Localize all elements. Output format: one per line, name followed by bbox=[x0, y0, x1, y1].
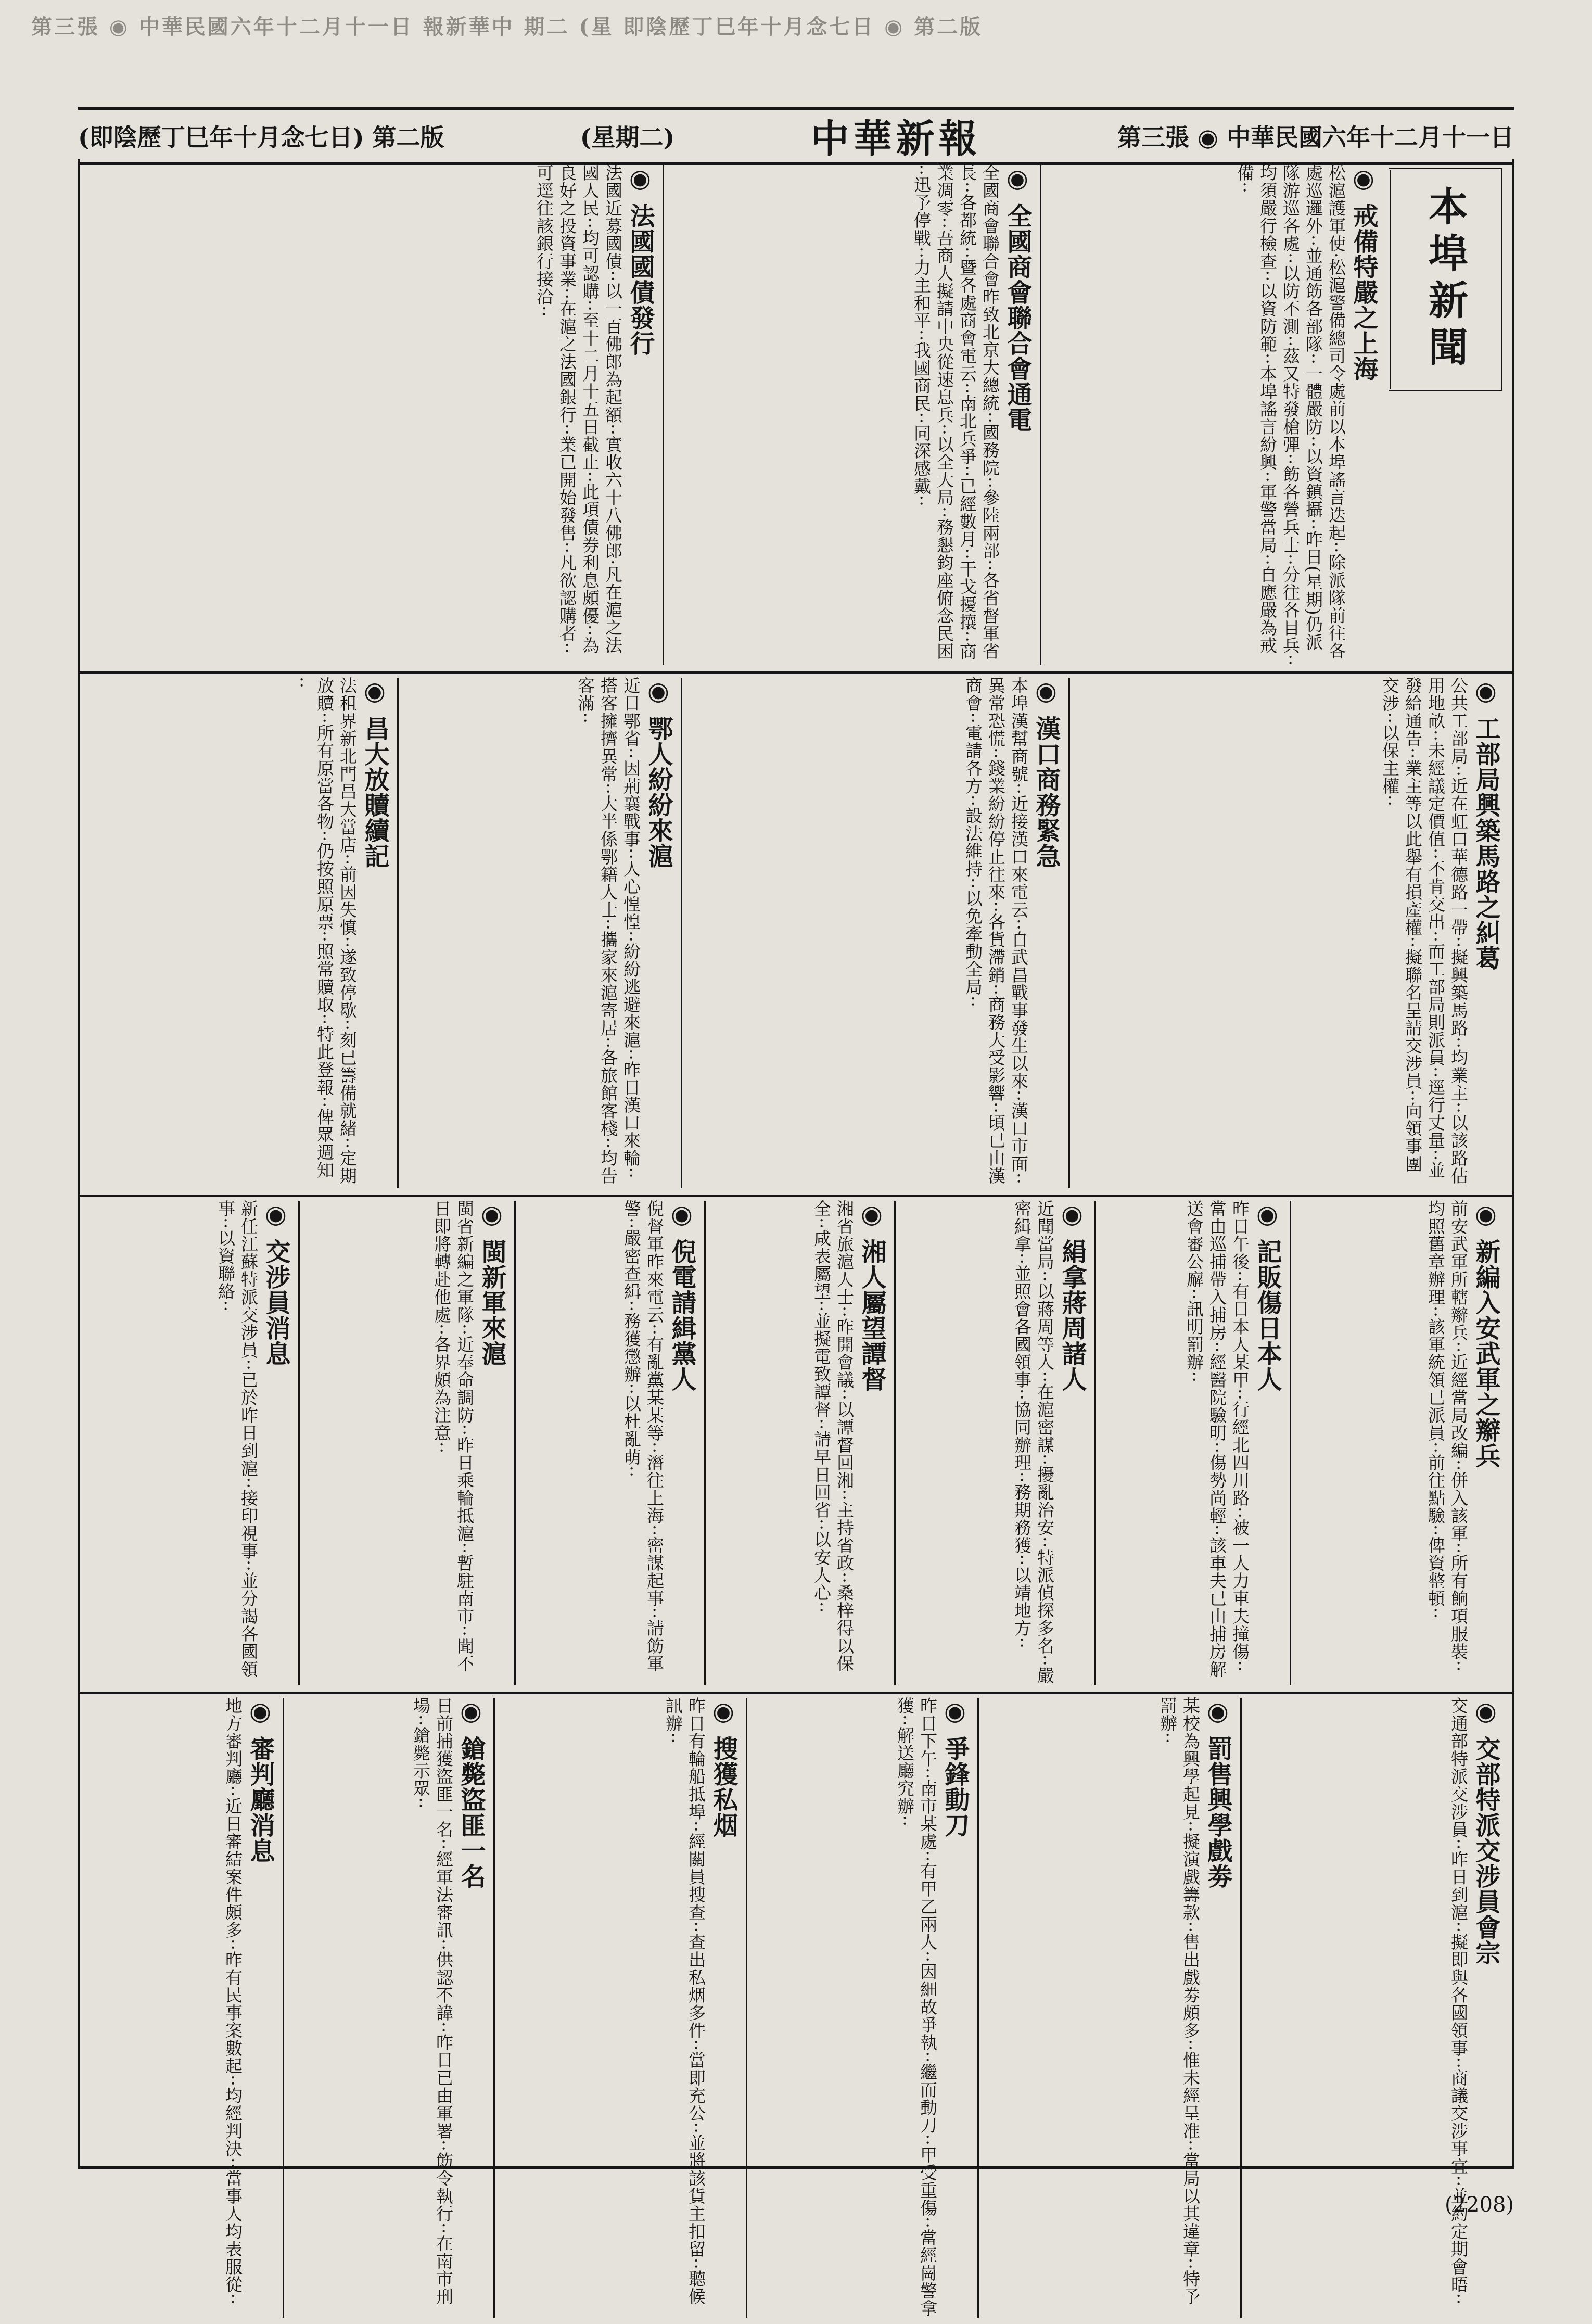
article-b1-2 bbox=[89, 164, 656, 666]
article-body: 全國商會聯合會昨致北京大總統··國務院··參陸兩部··各省督軍省長··各都統··暨各處商會電云··南北兵爭··已經數月··干戈擾攘··商業凋零··吾商人擬請中央從速息兵··以全大局··務懇鈞座俯念民困··迅予停戰··力主和平··我國商民··同深感戴·· bbox=[911, 164, 1000, 661]
article-headline: ◉ 閩新軍來滬 bbox=[477, 1200, 506, 1366]
article-body: 新任江蘇特派交涉員··已於昨日到滬··接印視事··並分謁各國領事··以資聯絡·· bbox=[215, 1200, 259, 1678]
column-divider bbox=[1068, 678, 1070, 1188]
article-body: 近聞當局··以蔣周等人··在滬密謀··擾亂治安··特派偵探多名··嚴密緝拿··並照會各國領事··協同辦理··務期務獲··以靖地方·· bbox=[1012, 1200, 1055, 1684]
article-body: 法國近募國債··以一百佛郎為起額··實收六十八佛郎·凡在滬之法國人民··均可認購··至十二月十五日截止··此項債券利息頗優··為良好之投資事業··在滬之法國銀行··業已開始發售··凡欲認購者··可逕往該銀行接洽·· bbox=[534, 164, 623, 654]
weekday: (星期二) bbox=[580, 123, 675, 151]
article-b3-6 bbox=[86, 1200, 292, 1686]
article-body: 日前捕獲盜匪一名··經軍法審訊··供認不諱··昨日已由軍署··飭令執行··在南市刑場··鎗斃示眾·· bbox=[411, 1697, 454, 2305]
column-divider bbox=[514, 1201, 516, 1685]
article-headline: ◉ 罰售興學戲劵 bbox=[1203, 1697, 1232, 1889]
article-headline: ◉ 新編入安武軍之辮兵 bbox=[1471, 1200, 1500, 1468]
bleed-through-text: 第三張 ◉ 中華民國六年十二月十一日 報新華中 期二 (星 即陰歷丁巳年十月念七日 ◉ 第二版 bbox=[31, 15, 983, 39]
column-divider bbox=[298, 1201, 300, 1685]
article-b3-3 bbox=[711, 1200, 888, 1686]
article-headline: ◉ 鎗斃盜匪一名 bbox=[456, 1697, 486, 1889]
article-headline: ◉ 審判廳消息 bbox=[246, 1697, 275, 1863]
article-body: 近日鄂省··因荊襄戰事··人心惶惶··紛紛逃避來滬··昨日漢口來輪··搭客擁擠異常··大半係鄂籍人士··攜家來滬寄居··各旅館客棧··均告客滿·· bbox=[575, 677, 641, 1185]
article-headline: ◉ 全國商會聯合會通電 bbox=[1003, 164, 1032, 433]
article-headline: ◉ 交涉員消息 bbox=[261, 1200, 290, 1366]
article-b4-0 bbox=[1247, 1697, 1502, 2319]
column-divider bbox=[746, 1698, 747, 2318]
band-3 bbox=[80, 1195, 1512, 1694]
article-b3-2 bbox=[901, 1200, 1088, 1686]
article-b2-2 bbox=[404, 677, 674, 1189]
article-body: 昨日午後··有日本人某甲··行經北四川路··被一人力車夫撞傷··當由巡捕帶入捕房··經醫院驗明··傷勢尚輕··該車夫已由捕房解送會審公廨··訊明罰辦·· bbox=[1184, 1200, 1250, 1678]
band-2 bbox=[80, 671, 1512, 1197]
article-b4-1 bbox=[984, 1697, 1234, 2319]
column-divider bbox=[894, 1201, 896, 1685]
article-b2-0 bbox=[1075, 677, 1502, 1189]
article-body: 地方審判廳··近日審結案件頗多··昨有民事案數起··均經判決··當事人均表服從·· bbox=[223, 1697, 243, 2305]
column-divider bbox=[397, 678, 399, 1188]
article-body: 昨日下午··南市某處··有甲乙兩人··因細故爭執··繼而動刀··甲受重傷··當經崗警拿獲··解送廳究辦·· bbox=[895, 1697, 938, 2317]
article-b4-2 bbox=[753, 1697, 971, 2319]
edition-date-right: 第三張 ◉ 中華民國六年十二月十一日 bbox=[1117, 123, 1514, 151]
column-divider bbox=[663, 165, 664, 665]
article-b3-5 bbox=[305, 1200, 508, 1686]
article-body: 湘省旅滬人士··昨開會議··以譚督回湘··主持省政··桑梓得以保全··咸表屬望··並擬電致譚督··請早日回省··以安人心·· bbox=[811, 1200, 855, 1672]
column-divider bbox=[493, 1698, 495, 2318]
article-headline: ◉ 倪電請緝黨人 bbox=[667, 1200, 696, 1392]
article-body: 本埠漢幫商號··近接漢口來電云··自武昌戰事發生以來··漢口市面··異常恐慌··錢業紛紛停止往來··各貨滯銷··商務大受影響··頃已由漢商會··電請各方··設法維持··以免牽動全局·· bbox=[963, 677, 1029, 1185]
article-body: 前安武軍所轄辮兵··近經當局改編··併入該軍··所有餉項服裝··均照舊章辦理··該軍統領已派員··前往點驗··俾資整頓·· bbox=[1425, 1200, 1469, 1672]
article-headline: ◉ 工部局興築馬路之糾葛 bbox=[1471, 677, 1500, 971]
column-divider bbox=[1094, 1201, 1096, 1685]
article-headline: ◉ 昌大放贖續記 bbox=[360, 677, 389, 869]
article-headline: ◉ 鄂人紛紛來滬 bbox=[644, 677, 673, 869]
column-divider bbox=[1240, 1698, 1242, 2318]
article-b4-5 bbox=[86, 1697, 276, 2319]
article-headline: ◉ 法國國債發行 bbox=[626, 164, 655, 356]
article-body: 昨日有輪船抵埠··經關員搜查··查出私烟多件··當即充公··並將該貨主扣留··聽候訊辦·· bbox=[663, 1697, 706, 2305]
article-headline: ◉ 爭鋒動刀 bbox=[940, 1697, 970, 1838]
article-b4-4 bbox=[289, 1697, 487, 2319]
band-1 bbox=[80, 159, 1512, 674]
article-b2-1 bbox=[687, 677, 1062, 1189]
article-body: 公共工部局··近在虹口華德路一帶··擬興築馬路··均業主··以該路佔用地畝··未經議定價值··不肯交出··而工部局則派員··逕行丈量··並發給通告··業主等以此舉有損產權··擬聯名呈請交涉員··向領事團交涉··以保主權·· bbox=[1380, 677, 1469, 1185]
masthead bbox=[78, 107, 1514, 165]
article-body: 倪督軍昨來電云··有亂黨某某等··潛往上海··密謀起事··請飭軍警··嚴密查緝··務獲懲辦··以杜亂萌·· bbox=[621, 1200, 665, 1672]
column-divider bbox=[1290, 1201, 1291, 1685]
article-body: 交通部特派交涉員··昨日到滬··擬即與各國領事··商議交涉事宜··並約定期會晤·· bbox=[1448, 1697, 1469, 2305]
article-headline: ◉ 記販傷日本人 bbox=[1253, 1200, 1282, 1392]
column-divider bbox=[977, 1698, 979, 2318]
article-headline: ◉ 湘人屬望譚督 bbox=[857, 1200, 886, 1392]
article-headline: ◉ 戒備特嚴之上海 bbox=[1349, 164, 1378, 382]
band-4 bbox=[80, 1692, 1512, 2324]
article-headline: ◉ 搜獲私烟 bbox=[709, 1697, 738, 1838]
article-b2-3 bbox=[86, 677, 391, 1189]
article-headline: ◉ 漢口商務緊急 bbox=[1031, 677, 1061, 869]
article-b1-0 bbox=[1047, 164, 1380, 666]
article-b3-4 bbox=[521, 1200, 698, 1686]
section-label: 本埠新聞 bbox=[1389, 168, 1502, 391]
article-body: 法租界新北門昌大當店··前因失慎··遂致停歇··刻已籌備就緒··定期放贖··所有原當各物··仍按照原票··照常贖取··特此登報··俾眾週知·· bbox=[291, 677, 358, 1185]
article-headline: ◉ 交部特派交涉員會宗 bbox=[1471, 1697, 1500, 1965]
article-b4-3 bbox=[500, 1697, 740, 2319]
column-divider bbox=[1040, 165, 1041, 665]
column-divider bbox=[681, 678, 682, 1188]
column-divider bbox=[704, 1201, 706, 1685]
column-divider bbox=[283, 1698, 284, 2318]
article-b3-1 bbox=[1101, 1200, 1283, 1686]
article-body: 閩省新編之軍隊··近奉命調防··昨日乘輪抵滬··暫駐南市··聞不日即將轉赴他處··各界頗為注意·· bbox=[431, 1200, 475, 1672]
article-b3-0 bbox=[1296, 1200, 1502, 1686]
paper-title: 中華新報 bbox=[810, 117, 982, 161]
edition-date-left: (即陰歷丁巳年十月念七日) 第二版 bbox=[78, 123, 444, 151]
page-number: (2208) bbox=[1444, 2193, 1514, 2217]
article-body: 松滬護軍使·松滬警備總司令處前以本埠謠言迭起··除派隊前往各處巡邏外··並通飭各部隊··一體嚴防··以資鎮攝··昨日(星期)仍派隊游巡各處··以防不測··茲又特發槍彈··飭各營兵士··分往各目兵··均須嚴行檢查··以資防範··本埠謠言紛興··軍警當局··自應嚴為戒備·· bbox=[1234, 164, 1346, 666]
article-b1-1 bbox=[669, 164, 1034, 666]
article-headline: ◉ 絹拿蔣周諸人 bbox=[1058, 1200, 1087, 1392]
article-body: 某校為興學起見··擬演戲籌款··售出戲劵頗多··惟未經呈准··當局以其違章··特予罰辦·· bbox=[1157, 1697, 1201, 2305]
